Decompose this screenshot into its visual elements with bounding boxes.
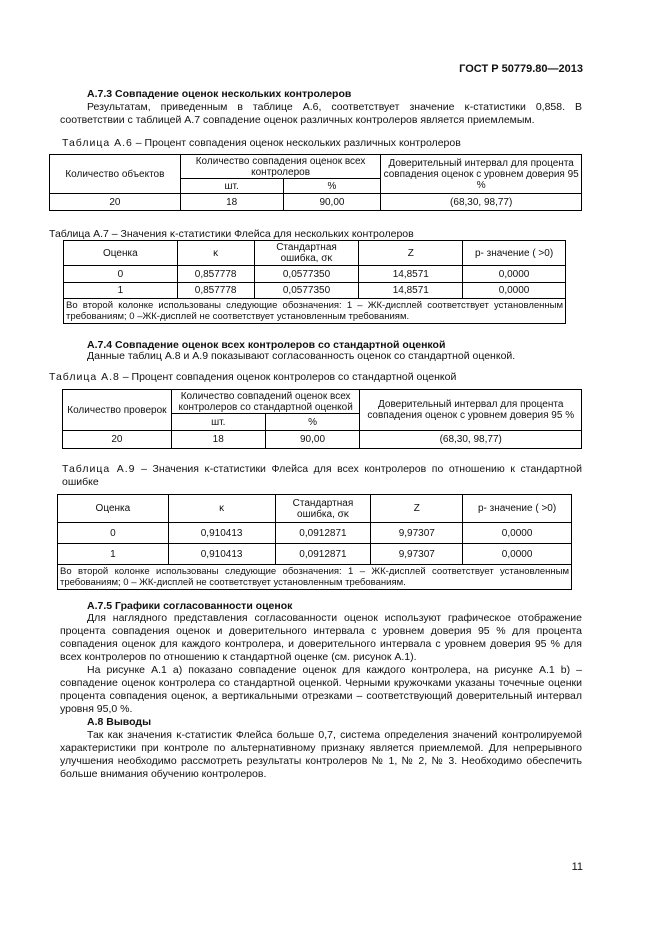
table-cell: 0,0000 xyxy=(463,523,572,544)
table-cell: 0,910413 xyxy=(168,523,275,544)
table-a6-label: Таблица А.6 xyxy=(62,137,133,149)
table-a7-label: Таблица А.7 xyxy=(49,228,109,240)
table-a9-header: Z xyxy=(371,495,463,523)
table-a7-caption xyxy=(49,228,414,240)
section-a73-paragraph: Результатам, приведенным в таблице А.6, соответствует значение κ-статистики 0,858. В соответствии с таблицей А.7 совпадение оценок различных контролеров является приемлемым. xyxy=(60,101,582,126)
table-cell: 18 xyxy=(171,431,265,449)
table-cell: 90,00 xyxy=(283,194,381,211)
table-a9-header: Стандартная ошибка, σκ xyxy=(275,495,371,523)
table-cell: 0 xyxy=(64,266,178,283)
section-heading-a74: А.7.4 Совпадение оценок всех контролеров со стандартной оценкой xyxy=(87,339,446,351)
table-a9-header: κ xyxy=(168,495,275,523)
table-a7-header: κ xyxy=(177,241,254,266)
table-a6-header-pcs: шт. xyxy=(180,179,283,194)
table-cell: 20 xyxy=(63,431,172,449)
table-a8-header-interval: Доверительный интервал для процента совпадения оценок с уровнем доверия 95 % xyxy=(360,390,582,431)
table-cell: 1 xyxy=(64,283,178,299)
table-cell: 18 xyxy=(180,194,283,211)
section-heading-a8: А.8 Выводы xyxy=(87,716,152,728)
table-cell: 0 xyxy=(58,523,169,544)
table-cell: (68,30, 98,77) xyxy=(360,431,582,449)
section-a8-paragraph: Так как значения κ-статистик Флейса больше 0,7, система определения значений контролируемой характеристики при контроле по альтернативному признаку является приемлемой. Для непрерывного улучшения необходимо рассмотреть результаты контролеров № 1, № 2, № 3. Необходимо обеспечить больше внимания обучению контролеров. xyxy=(60,729,582,780)
table-a7 xyxy=(63,240,566,324)
table-cell: 0,0912871 xyxy=(275,544,371,565)
table-a7-header: p- значение ( >0) xyxy=(463,241,566,266)
table-cell: 1 xyxy=(58,544,169,565)
table-a9-header: Оценка xyxy=(58,495,169,523)
table-cell: 0,910413 xyxy=(168,544,275,565)
table-a7-header: Z xyxy=(359,241,463,266)
table-a6-header-count: Количество объектов xyxy=(50,155,181,194)
table-cell: 9,97307 xyxy=(371,523,463,544)
table-cell: 20 xyxy=(50,194,181,211)
table-a7-header: Стандартная ошибка, σκ xyxy=(254,241,359,266)
section-a74-paragraph: Данные таблиц А.8 и А.9 показывают согласованность оценок со стандартной оценкой. xyxy=(87,350,516,362)
table-a8-caption xyxy=(49,371,456,383)
table-a6-header-interval: Доверительный интервал для процента совпадения оценок с уровнем доверия 95 % xyxy=(381,155,582,194)
table-a6-title: – Процент совпадения оценок нескольких различных контролеров xyxy=(132,137,461,149)
page-number: 11 xyxy=(571,861,583,873)
table-cell: 90,00 xyxy=(265,431,360,449)
table-cell: 0,0577350 xyxy=(254,283,359,299)
table-cell: (68,30, 98,77) xyxy=(381,194,582,211)
table-cell: 14,8571 xyxy=(359,266,463,283)
table-a7-note: Во второй колонке использованы следующие обозначения: 1 – ЖК-дисплей соответствует установленным требованиям; 0 –ЖК-дисплей не соответствует установленным требованиям. xyxy=(64,299,566,324)
table-a6-caption xyxy=(62,137,461,149)
table-a8-header-pcs: шт. xyxy=(171,414,265,431)
table-a7-header: Оценка xyxy=(64,241,178,266)
document-code: ГОСТ Р 50779.80—2013 xyxy=(459,63,583,75)
table-a8-header-percent: % xyxy=(265,414,360,431)
table-cell: 0,857778 xyxy=(177,283,254,299)
table-cell: 0,0000 xyxy=(463,283,566,299)
section-heading-a75: А.7.5 Графики согласованности оценок xyxy=(87,600,293,612)
table-a8-title: – Процент совпадения оценок контролеров со стандартной оценкой xyxy=(119,371,457,383)
table-cell: 0,0577350 xyxy=(254,266,359,283)
table-cell: 9,97307 xyxy=(371,544,463,565)
table-cell: 0,0000 xyxy=(463,266,566,283)
section-a75-paragraph-1: Для наглядного представления согласованности оценок используют графическое отображение процента совпадения оценок и доверительного интервала с уровнем доверия 95 % для процента совпадения оценок для каждого контролера, и доверительного интервала с уровнем доверия 95 % для всех контролеров по отношению к стандартной оценке (см. рисунок А.1). xyxy=(60,612,582,663)
table-a9-label: Таблица А.9 xyxy=(62,463,136,475)
table-a8-header-matches: Количество совпадений оценок всех контролеров со стандартной оценкой xyxy=(171,390,360,414)
table-cell: 14,8571 xyxy=(359,283,463,299)
table-a8 xyxy=(62,389,582,449)
table-a6-header-matches: Количество совпадения оценок всех контролеров xyxy=(180,155,381,179)
table-cell: 0,0912871 xyxy=(275,523,371,544)
table-a9-header: p- значение ( >0) xyxy=(463,495,572,523)
section-heading-a73: А.7.3 Совпадение оценок нескольких контролеров xyxy=(87,88,352,100)
table-cell: 0,857778 xyxy=(177,266,254,283)
table-a9-title: – Значения κ-статистики Флейса для всех контролеров по отношению к стандартной ошибке xyxy=(62,463,582,488)
table-cell: 0,0000 xyxy=(463,544,572,565)
table-a8-header-count: Количество проверок xyxy=(63,390,172,431)
section-a75-paragraph-2: На рисунке А.1 а) показано совпадение оценок для каждого контролера, на рисунке А.1 b) – совпадение оценок контролера со стандартной оценкой. Черными кружочками указаны точечные оценки процента совпадения оценок, а вертикальными отрезками – соответствующий доверительный интервал уровня 95,0 %. xyxy=(60,664,582,715)
table-a8-label: Таблица А.8 xyxy=(49,371,120,383)
table-a6-header-percent: % xyxy=(283,179,381,194)
table-a9-note: Во второй колонке использованы следующие обозначения: 1 – ЖК-дисплей соответствует установленным требованиям; 0 – ЖК-дисплей не соответствует установленным требованиям. xyxy=(58,565,572,590)
table-a7-title: – Значения κ-статистики Флейса для нескольких контролеров xyxy=(108,228,414,240)
table-a9-caption xyxy=(62,463,582,489)
table-a6 xyxy=(49,154,582,211)
table-a9 xyxy=(57,494,572,590)
